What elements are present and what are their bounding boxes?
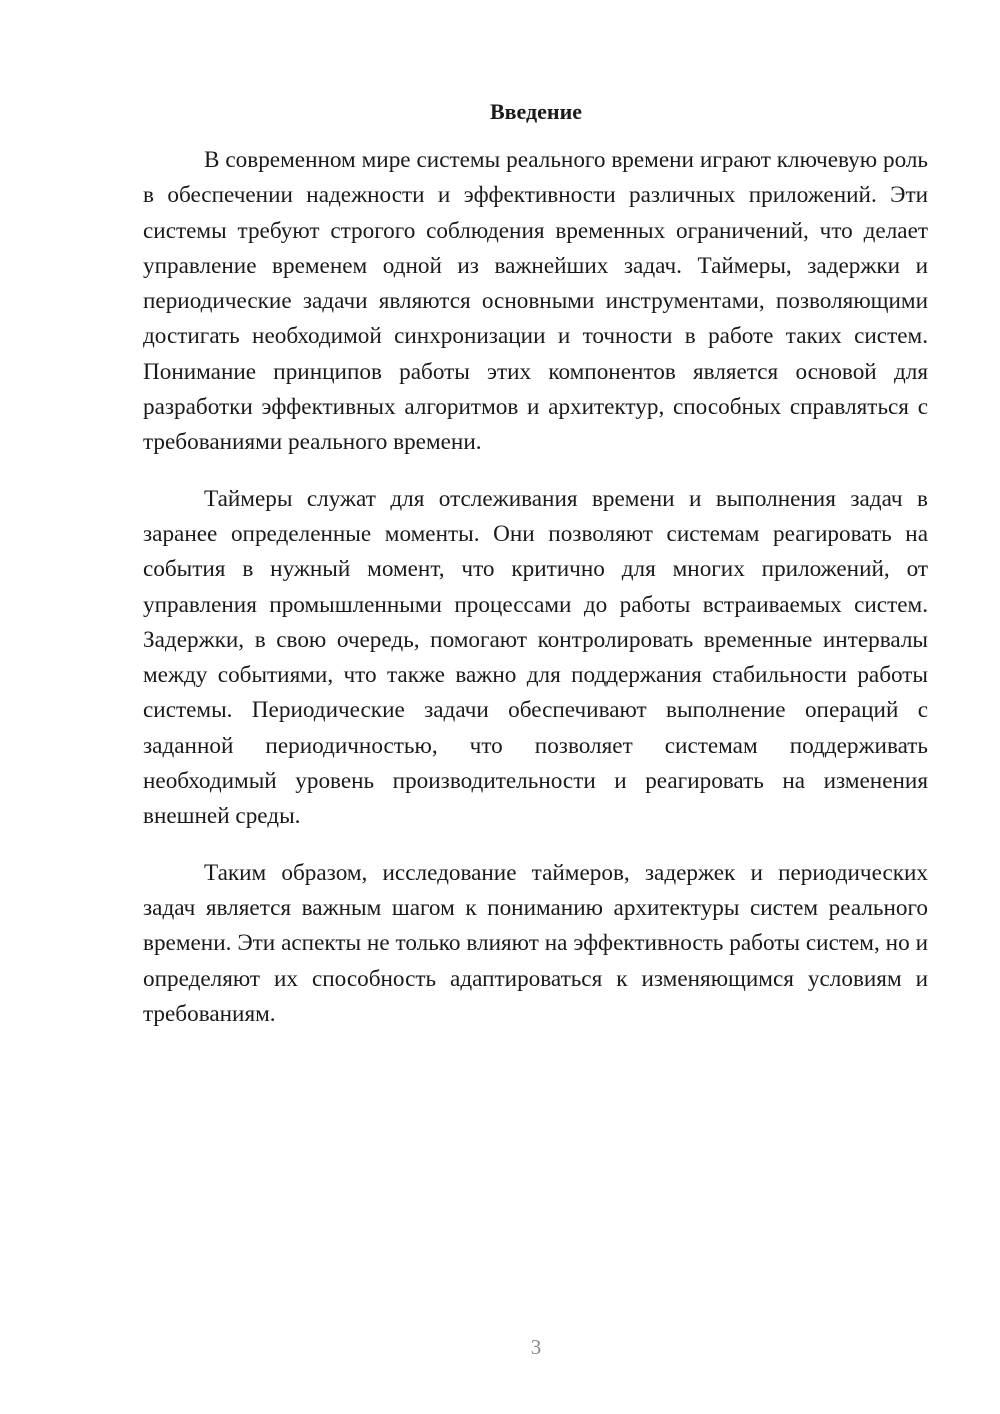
page-number: 3 [530, 1335, 542, 1359]
section-title: Введение [489, 99, 583, 124]
paragraph-2: Таймеры служат для отслеживания времени и выполнения задач в заранее определенные моменты. Они позволяют системам реагировать на события в нужный момент, что критично для многих приложений, от управления промышленными процессами до работы встраиваемых систем. Задержки, в свою очередь, помогают контролировать временные интервалы между событиями, что также важно для поддержания стабильности работы системы. Периодические задачи обеспечивают выполнение операций с заданной периодичностью, что позволяет системам поддерживать необходимый уровень производительности и реагировать на изменения внешней среды. [143, 485, 928, 830]
body-text [143, 143, 928, 1053]
paragraph-3: Таким образом, исследование таймеров, задержек и периодических задач является важным шагом к пониманию архитектуры систем реального времени. Эти аспекты не только влияют на эффективность работы систем, но и определяют их способность адаптироваться к изменяющимся условиям и требованиям. [143, 859, 928, 1027]
paragraph-1: В современном мире системы реального времени играют ключевую роль в обеспечении надежности и эффективности различных приложений. Эти системы требуют строгого соблюдения временных ограничений, что делает управление временем одной из важнейших задач. Таймеры, задержки и периодические задачи являются основными инструментами, позволяющими достигать необходимой синхронизации и точности в работе таких систем. Понимание принципов работы этих компонентов является основой для разработки эффективных алгоритмов и архитектур, способных справляться с требованиями реального времени. [143, 147, 928, 456]
